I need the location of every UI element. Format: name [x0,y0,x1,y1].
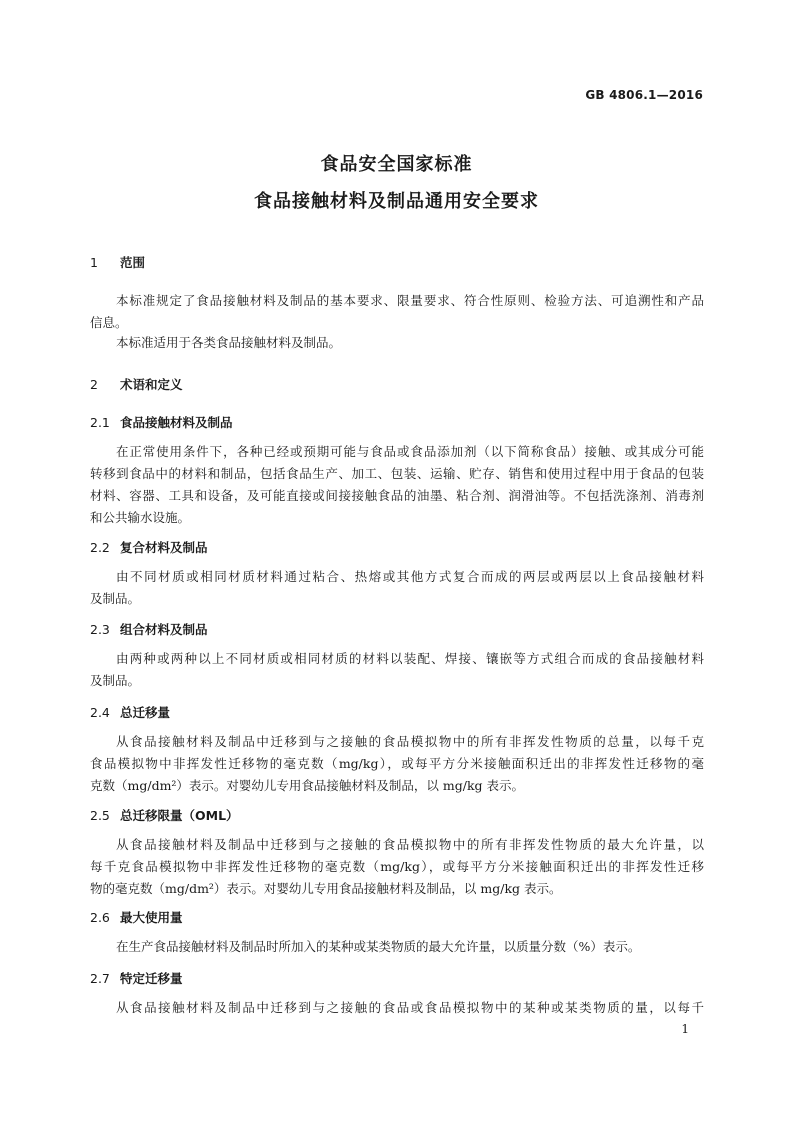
standard-code: GB 4806.1—2016 [585,88,703,102]
section-number: 2.7 [90,971,110,986]
section-heading-2-3 [90,620,208,638]
section-heading-2-4 [90,703,170,721]
paragraph-2-3 [90,648,704,692]
section-heading-2-5 [90,806,239,824]
text-line: 在生产食品接触材料及制品时所加入的某种或某类物质的最大允许量，以质量分数（%）表示。 [116,939,641,954]
text-line: 及制品。 [90,673,141,688]
text-line: 由两种或两种以上不同材质或相同材质的材料以装配、焊接、镶嵌等方式组合而成的食品接触材料 [116,651,704,666]
section-title: 复合材料及制品 [120,540,208,555]
section-number: 2.3 [90,622,110,637]
section-title: 食品接触材料及制品 [120,415,233,430]
text-line: 从食品接触材料及制品中迁移到与之接触的食品模拟物中的所有非挥发性物质的总量，以每千克 [116,734,704,749]
section-number: 2.6 [90,910,110,925]
text-line: 信息。 [90,315,128,330]
text-line: 从食品接触材料及制品中迁移到与之接触的食品模拟物中的所有非挥发性物质的最大允许量，以 [116,837,704,852]
text-line: 克数（mg/dm²）表示。对婴幼儿专用食品接触材料及制品，以 mg/kg 表示。 [90,778,525,793]
text-line: 每千克食品模拟物中非挥发性迁移物的毫克数（mg/kg），或每平方分米接触面积迁出的非挥发性迁移 [90,859,704,874]
paragraph-2-7 [90,997,704,1019]
text-line: 及制品。 [90,591,141,606]
text-line: 物的毫克数（mg/dm²）表示。对婴幼儿专用食品接触材料及制品，以 mg/kg 表示。 [90,881,562,896]
text-line: 转移到食品中的材料和制品，包括食品生产、加工、包装、运输、贮存、销售和使用过程中用于食品的包装 [90,466,704,481]
paragraph-scope-1 [90,290,704,334]
text-line: 本标准适用于各类食品接触材料及制品。 [116,335,342,350]
section-number: 2.4 [90,705,110,720]
text-line: 由不同材质或相同材质材料通过粘合、热熔或其他方式复合而成的两层或两层以上食品接触材料 [116,569,704,584]
text-line: 本标准规定了食品接触材料及制品的基本要求、限量要求、符合性原则、检验方法、可追溯性和产品 [116,293,704,308]
section-number: 2.5 [90,808,110,823]
section-number: 2 [90,377,98,392]
section-heading-2 [90,375,183,393]
section-title: 总迁移量 [120,705,171,720]
section-number: 1 [90,255,98,270]
text-line: 和公共输水设施。 [90,510,191,525]
document-title-line2: 食品接触材料及制品通用安全要求 [254,191,539,212]
paragraph-2-5 [90,834,704,900]
section-heading-2-2 [90,538,208,556]
paragraph-scope-2 [90,332,704,354]
page-number: 1 [681,1022,689,1036]
paragraph-2-1 [90,441,704,529]
section-title: 范围 [120,255,146,270]
text-line: 食品模拟物中非挥发性迁移物的毫克数（mg/kg），或每平方分米接触面积迁出的非挥发性迁移物的毫 [90,756,704,771]
paragraph-2-4 [90,731,704,797]
section-heading-2-6 [90,908,183,926]
text-line: 材料、容器、工具和设备，及可能直接或间接接触食品的油墨、粘合剂、润滑油等。不包括洗涤剂、消毒剂 [90,488,704,503]
section-number: 2.1 [90,415,110,430]
section-number: 2.2 [90,540,110,555]
section-heading-2-1 [90,413,233,431]
section-title: 组合材料及制品 [120,622,208,637]
section-heading-2-7 [90,969,183,987]
section-title: 特定迁移量 [120,971,183,986]
section-heading-1 [90,253,145,271]
text-line: 从食品接触材料及制品中迁移到与之接触的食品或食品模拟物中的某种或某类物质的量，以每千 [116,1000,704,1015]
text-line: 在正常使用条件下，各种已经或预期可能与食品或食品添加剂（以下简称食品）接触、或其成分可能 [116,444,704,459]
section-title: 总迁移限量（OML） [120,808,239,823]
document-title-line1: 食品安全国家标准 [320,154,473,175]
paragraph-2-2 [90,566,704,610]
section-title: 术语和定义 [120,377,183,392]
section-title: 最大使用量 [120,910,183,925]
paragraph-2-6 [90,936,704,958]
